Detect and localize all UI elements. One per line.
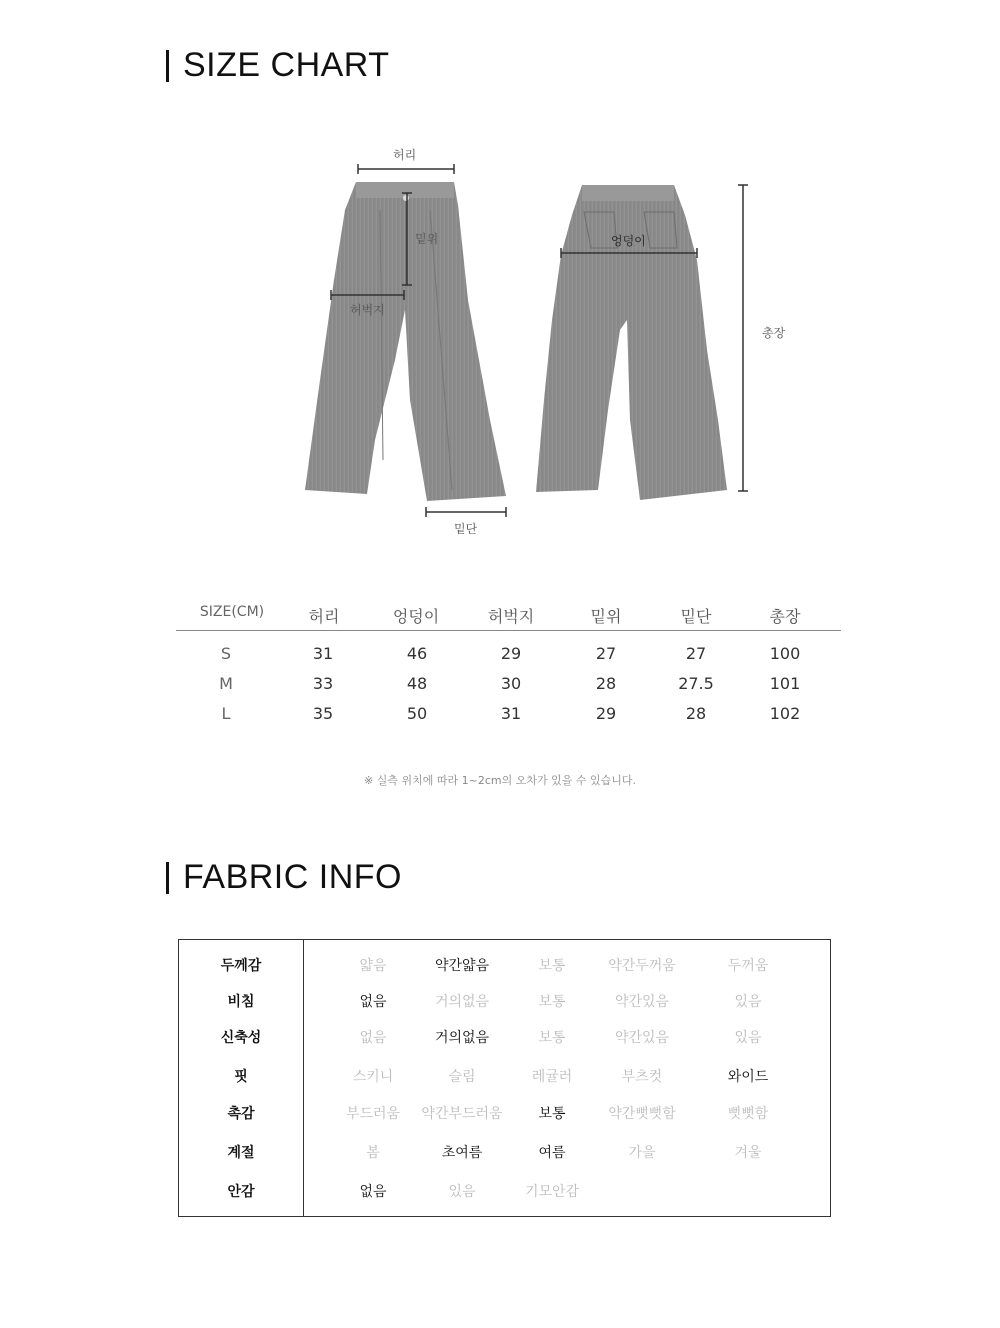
fabric-option: 없음: [359, 1030, 387, 1046]
cell-waist: 33: [312, 674, 334, 693]
fabric-option: 두꺼움: [727, 958, 769, 974]
fabric-row-label: 핏: [234, 1069, 248, 1085]
fabric-option: 초여름: [441, 1145, 483, 1161]
fabric-option: 보통: [538, 1106, 566, 1122]
fabric-row: [179, 1142, 830, 1166]
front-pants-image: [305, 182, 506, 501]
fabric-option: 약간두꺼움: [608, 958, 676, 974]
total-length-label: 총장: [762, 326, 786, 340]
fabric-option: 약간부드러움: [421, 1106, 503, 1122]
fabric-row: [179, 1066, 830, 1090]
fabric-info-table: [178, 939, 831, 1217]
waist-label: 허리: [393, 148, 417, 162]
cell-length: 101: [769, 674, 801, 693]
table-row: [176, 704, 841, 734]
fabric-option: 뻣뻣함: [727, 1106, 769, 1122]
fabric-option: 약간있음: [614, 1030, 670, 1046]
fabric-row: [179, 1027, 830, 1051]
fabric-option: 겨울: [734, 1145, 762, 1161]
fabric-row-label: 비침: [227, 994, 255, 1010]
header-hem: 밑단: [680, 607, 712, 626]
measurement-note: ※ 실측 위치에 따라 1~2cm의 오차가 있을 수 있습니다.: [364, 774, 636, 787]
fabric-option: 기모안감: [524, 1184, 580, 1200]
fabric-option: 부츠컷: [621, 1069, 663, 1085]
header-hip: 엉덩이: [392, 607, 440, 626]
fabric-row-label: 신축성: [220, 1030, 262, 1046]
fabric-option: 없음: [359, 1184, 387, 1200]
cell-hem: 27.5: [678, 674, 714, 693]
pants-diagram: [0, 0, 1000, 560]
fabric-option: 있음: [734, 994, 762, 1010]
cell-hem: 28: [685, 704, 707, 723]
cell-size: L: [221, 704, 231, 723]
fabric-row: [179, 991, 830, 1015]
hem-label: 밑단: [454, 522, 478, 536]
table-divider: [176, 630, 841, 631]
fabric-option: 보통: [538, 994, 566, 1010]
cell-rise: 29: [595, 704, 617, 723]
fabric-option: 보통: [538, 1030, 566, 1046]
header-length: 총장: [769, 607, 801, 626]
size-chart-title: SIZE CHART: [166, 50, 390, 82]
thigh-label: 허벅지: [350, 303, 385, 317]
cell-waist: 35: [312, 704, 334, 723]
cell-length: 100: [769, 644, 801, 663]
fabric-option: 슬림: [448, 1069, 476, 1085]
fabric-row: [179, 1103, 830, 1127]
pants-illustration: [0, 0, 1000, 560]
cell-size: S: [220, 644, 232, 663]
table-row: [176, 674, 841, 704]
fabric-option: 있음: [734, 1030, 762, 1046]
header-rise: 밑위: [590, 607, 622, 626]
fabric-option: 없음: [359, 994, 387, 1010]
fabric-option: 스키니: [352, 1069, 394, 1085]
cell-hip: 50: [406, 704, 428, 723]
fabric-row-label: 안감: [227, 1184, 255, 1200]
fabric-option: 약간있음: [614, 994, 670, 1010]
fabric-option: 있음: [448, 1184, 476, 1200]
fabric-option: 여름: [538, 1145, 566, 1161]
cell-rise: 28: [595, 674, 617, 693]
table-row: [176, 644, 841, 674]
fabric-option: 부드러움: [345, 1106, 401, 1122]
fabric-row: [179, 955, 830, 979]
cell-hem: 27: [685, 644, 707, 663]
cell-rise: 27: [595, 644, 617, 663]
fabric-row-label: 두께감: [220, 958, 262, 974]
cell-thigh: 30: [500, 674, 522, 693]
header-size: SIZE(CM): [199, 604, 265, 620]
cell-hip: 48: [406, 674, 428, 693]
cell-thigh: 31: [500, 704, 522, 723]
fabric-option: 보통: [538, 958, 566, 974]
cell-thigh: 29: [500, 644, 522, 663]
fabric-option: 레귤러: [531, 1069, 573, 1085]
fabric-option: 약간뻣뻣함: [608, 1106, 676, 1122]
cell-waist: 31: [312, 644, 334, 663]
fabric-option: 약간얇음: [434, 958, 490, 974]
fabric-row-label: 계절: [227, 1145, 255, 1161]
fabric-row-label: 촉감: [227, 1106, 255, 1122]
cell-length: 102: [769, 704, 801, 723]
fabric-option: 얇음: [359, 958, 387, 974]
fabric-option: 와이드: [727, 1069, 769, 1085]
hip-label: 엉덩이: [611, 234, 646, 248]
cell-hip: 46: [406, 644, 428, 663]
fabric-option: 거의없음: [434, 994, 490, 1010]
fabric-option: 봄: [366, 1145, 380, 1161]
fabric-option: 거의없음: [434, 1030, 490, 1046]
fabric-info-title: FABRIC INFO: [166, 862, 402, 894]
fabric-option: 가을: [628, 1145, 656, 1161]
rise-label: 밑위: [415, 232, 439, 246]
header-thigh: 허벅지: [487, 607, 535, 626]
fabric-row: [179, 1181, 830, 1205]
cell-size: M: [219, 674, 233, 693]
header-waist: 허리: [308, 607, 340, 626]
